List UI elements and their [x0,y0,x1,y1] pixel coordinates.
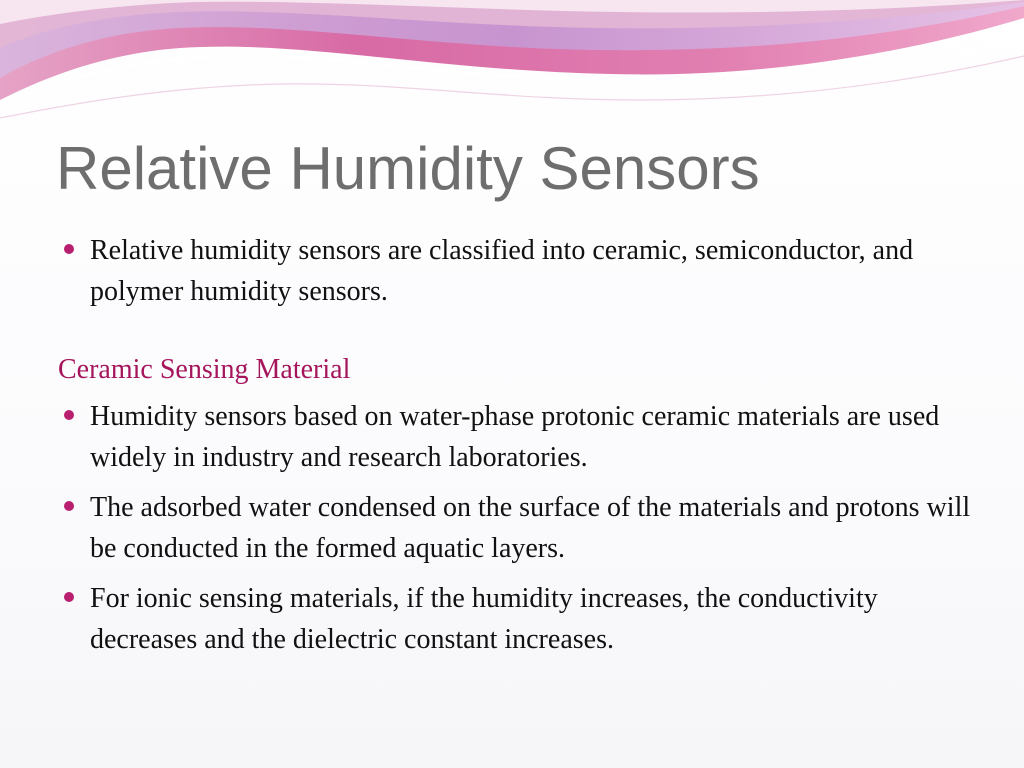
bullet-item [58,396,988,478]
bullet-dot-icon [64,244,74,254]
bullet-text: Relative humidity sensors are classified into ceramic, semiconductor, and polymer humidity sensors. [90,235,914,307]
slide-body [58,230,988,660]
bullet-item [58,487,988,569]
bullet-dot-icon [64,501,74,511]
bullet-text: For ionic sensing materials, if the humidity increases, the conductivity decreases and the dielectric constant increases. [90,583,878,655]
bullet-dot-icon [64,592,74,602]
slide-title: Relative Humidity Sensors [56,135,760,202]
bullet-text: Humidity sensors based on water-phase protonic ceramic materials are used widely in industry and research laboratories. [90,401,940,473]
decorative-wave-header [0,0,1024,130]
bullet-text: The adsorbed water condensed on the surface of the materials and protons will be conducted in the formed aquatic layers. [90,492,971,564]
section-heading: Ceramic Sensing Material [58,354,351,385]
bullet-item [58,230,988,312]
bullet-item [58,578,988,660]
bullet-dot-icon [64,410,74,420]
